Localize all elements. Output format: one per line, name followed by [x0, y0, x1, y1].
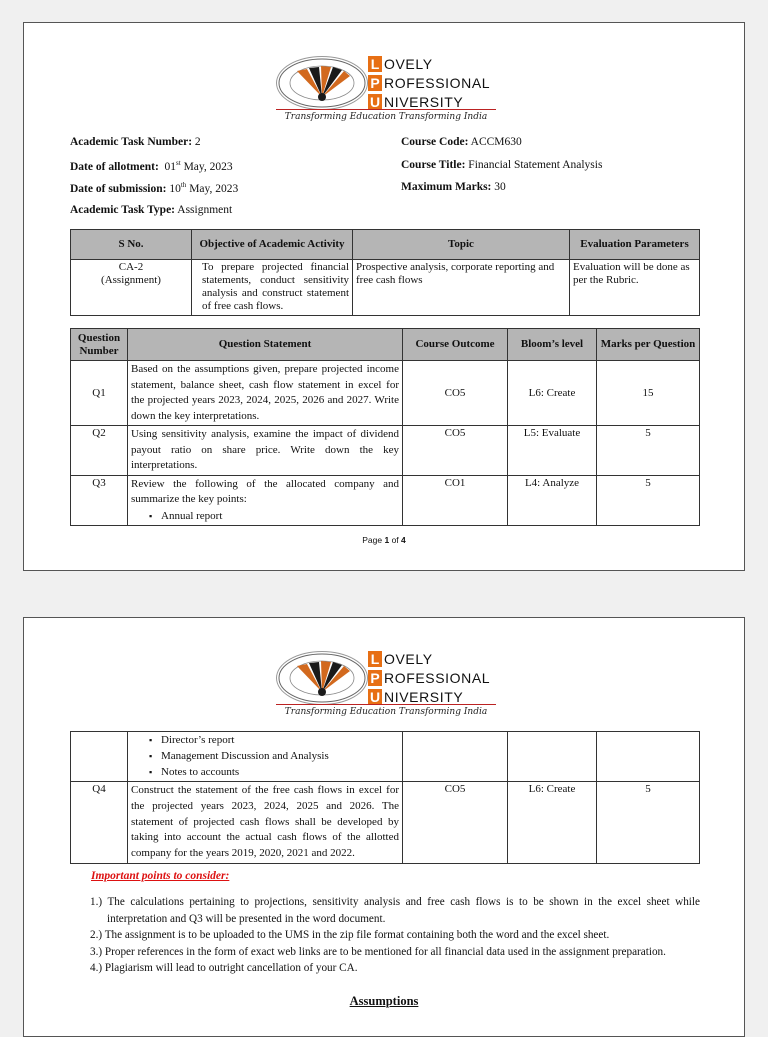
- cell-s-no: CA-2 (Assignment): [71, 260, 192, 316]
- course-outcome: CO5: [403, 782, 508, 864]
- page-number: Page 1 of 4: [362, 535, 406, 545]
- marks: 5: [597, 475, 700, 525]
- list-item: 4.) Plagiarism will lead to outright cancellation of your CA.: [90, 962, 358, 974]
- blooms-level: L6: Create: [508, 782, 597, 864]
- header-topic: Topic: [353, 230, 570, 260]
- important-points-heading: Important points to consider:: [91, 870, 230, 882]
- important-points-list: [90, 894, 700, 977]
- table-row: [71, 426, 700, 476]
- course-title: Course Title: Financial Statement Analysis: [401, 159, 603, 171]
- question-number: Q3: [71, 475, 128, 525]
- question-statement: Using sensitivity analysis, examine the impact of dividend payout ratio on share price. Write down the key interpretations.: [128, 426, 403, 476]
- marks: 5: [597, 782, 700, 864]
- question-statement: Based on the assumptions given, prepare projected income statement, balance sheet, cash flow statement in excel for the projected years 2023, 2024, 2025, 2026 and 2027. Write down the key interpretations.: [128, 361, 403, 426]
- header-marks: Marks per Question: [597, 329, 700, 361]
- questions-table: [70, 328, 700, 526]
- blooms-level: L4: Analyze: [508, 475, 597, 525]
- logo-word-niversity: NIVERSITY: [384, 689, 464, 705]
- cell-topic: Prospective analysis, corporate reporting and free cash flows: [353, 260, 570, 316]
- table-row: [71, 782, 700, 864]
- header-blooms-level: Bloom’s level: [508, 329, 597, 361]
- assumptions-heading: Assumptions: [349, 994, 419, 1008]
- course-outcome: CO5: [403, 426, 508, 476]
- question-number: Q2: [71, 426, 128, 476]
- marks: 15: [597, 361, 700, 426]
- logo-word-ovely: OVELY: [384, 651, 433, 667]
- course-code: Course Code: ACCM630: [401, 136, 522, 148]
- document-page-1: [23, 22, 745, 571]
- question-statement: Construct the statement of the free cash flows in excel for the projected years 2023, 2024, 2025 and 2026. The statement of projected cash flows shall be developed by taking into account the actual cash flows of the allotted company for the years 2019, 2020, 2021 and 2022.: [128, 782, 403, 864]
- task-type: Academic Task Type: Assignment: [70, 204, 233, 216]
- header-course-outcome: Course Outcome: [403, 329, 508, 361]
- header-objective: Objective of Academic Activity: [192, 230, 353, 260]
- logo-word-niversity: NIVERSITY: [384, 94, 464, 110]
- course-outcome: CO1: [403, 475, 508, 525]
- header-question-statement: Question Statement: [128, 329, 403, 361]
- university-crest-icon: [276, 651, 368, 705]
- course-outcome: CO5: [403, 361, 508, 426]
- blooms-level: L5: Evaluate: [508, 426, 597, 476]
- allotment-date: Date of allotment: 01st May, 2023: [70, 159, 233, 173]
- university-logo: [276, 648, 496, 723]
- table-row: [71, 361, 700, 426]
- logo-letter-p: P: [368, 670, 382, 686]
- header-question-number: Question Number: [71, 329, 128, 361]
- list-item: ▪ Notes to accounts: [161, 764, 399, 780]
- question-statement: Review the following of the allocated company and summarize the key points:: [131, 477, 399, 505]
- logo-letter-u: U: [369, 94, 381, 110]
- table-row: [71, 732, 700, 782]
- logo-word-rofessional: ROFESSIONAL: [384, 670, 491, 686]
- table-row: [71, 475, 700, 525]
- submission-date: Date of submission: 10th May, 2023: [70, 181, 239, 195]
- task-number: Academic Task Number: 2: [70, 136, 201, 148]
- logo-letter-l: L: [368, 56, 382, 72]
- blooms-level: L6: Create: [508, 361, 597, 426]
- question-statement-cell: [128, 732, 403, 782]
- question-number: Q4: [71, 782, 128, 864]
- marks: 5: [597, 426, 700, 476]
- logo-letter-u: U: [369, 689, 381, 705]
- list-item: 1.) The calculations pertaining to projections, sensitivity analysis and free cash flows is to be shown in the excel sheet while interpretation and Q3 will be presented in the word document.: [90, 896, 700, 925]
- question-number: Q1: [71, 361, 128, 426]
- logo-word-ovely: OVELY: [384, 56, 433, 72]
- task-info-table: [70, 229, 700, 316]
- maximum-marks: Maximum Marks: 30: [401, 181, 506, 193]
- list-item: ▪ Annual report: [161, 508, 399, 524]
- logo-tagline: Transforming Education Transforming India: [276, 109, 496, 122]
- question-statement-cell: [128, 475, 403, 525]
- university-logo: [276, 53, 496, 128]
- document-page-2: [23, 617, 745, 1037]
- logo-letter-p: P: [368, 75, 382, 91]
- cell-evaluation: Evaluation will be done as per the Rubric.: [570, 260, 700, 316]
- university-crest-icon: [276, 56, 368, 110]
- list-item: 2.) The assignment is to be uploaded to the UMS in the zip file format containing both the word and the excel sheet.: [90, 929, 610, 941]
- cell-objective: To prepare projected financial statements, conduct sensitivity analysis and construct statement of free cash flows.: [192, 260, 353, 316]
- logo-tagline: Transforming Education Transforming India: [276, 704, 496, 717]
- list-item: ▪ Management Discussion and Analysis: [161, 748, 399, 764]
- logo-word-rofessional: ROFESSIONAL: [384, 75, 491, 91]
- header-s-no: S No.: [71, 230, 192, 260]
- questions-table-continued: [70, 731, 700, 864]
- logo-letter-l: L: [368, 651, 382, 667]
- list-item: 3.) Proper references in the form of exact web links are to be mentioned for all financial data used in the assignment preparation.: [90, 945, 666, 958]
- list-item: ▪ Director’s report: [161, 732, 399, 748]
- header-evaluation: Evaluation Parameters: [570, 230, 700, 260]
